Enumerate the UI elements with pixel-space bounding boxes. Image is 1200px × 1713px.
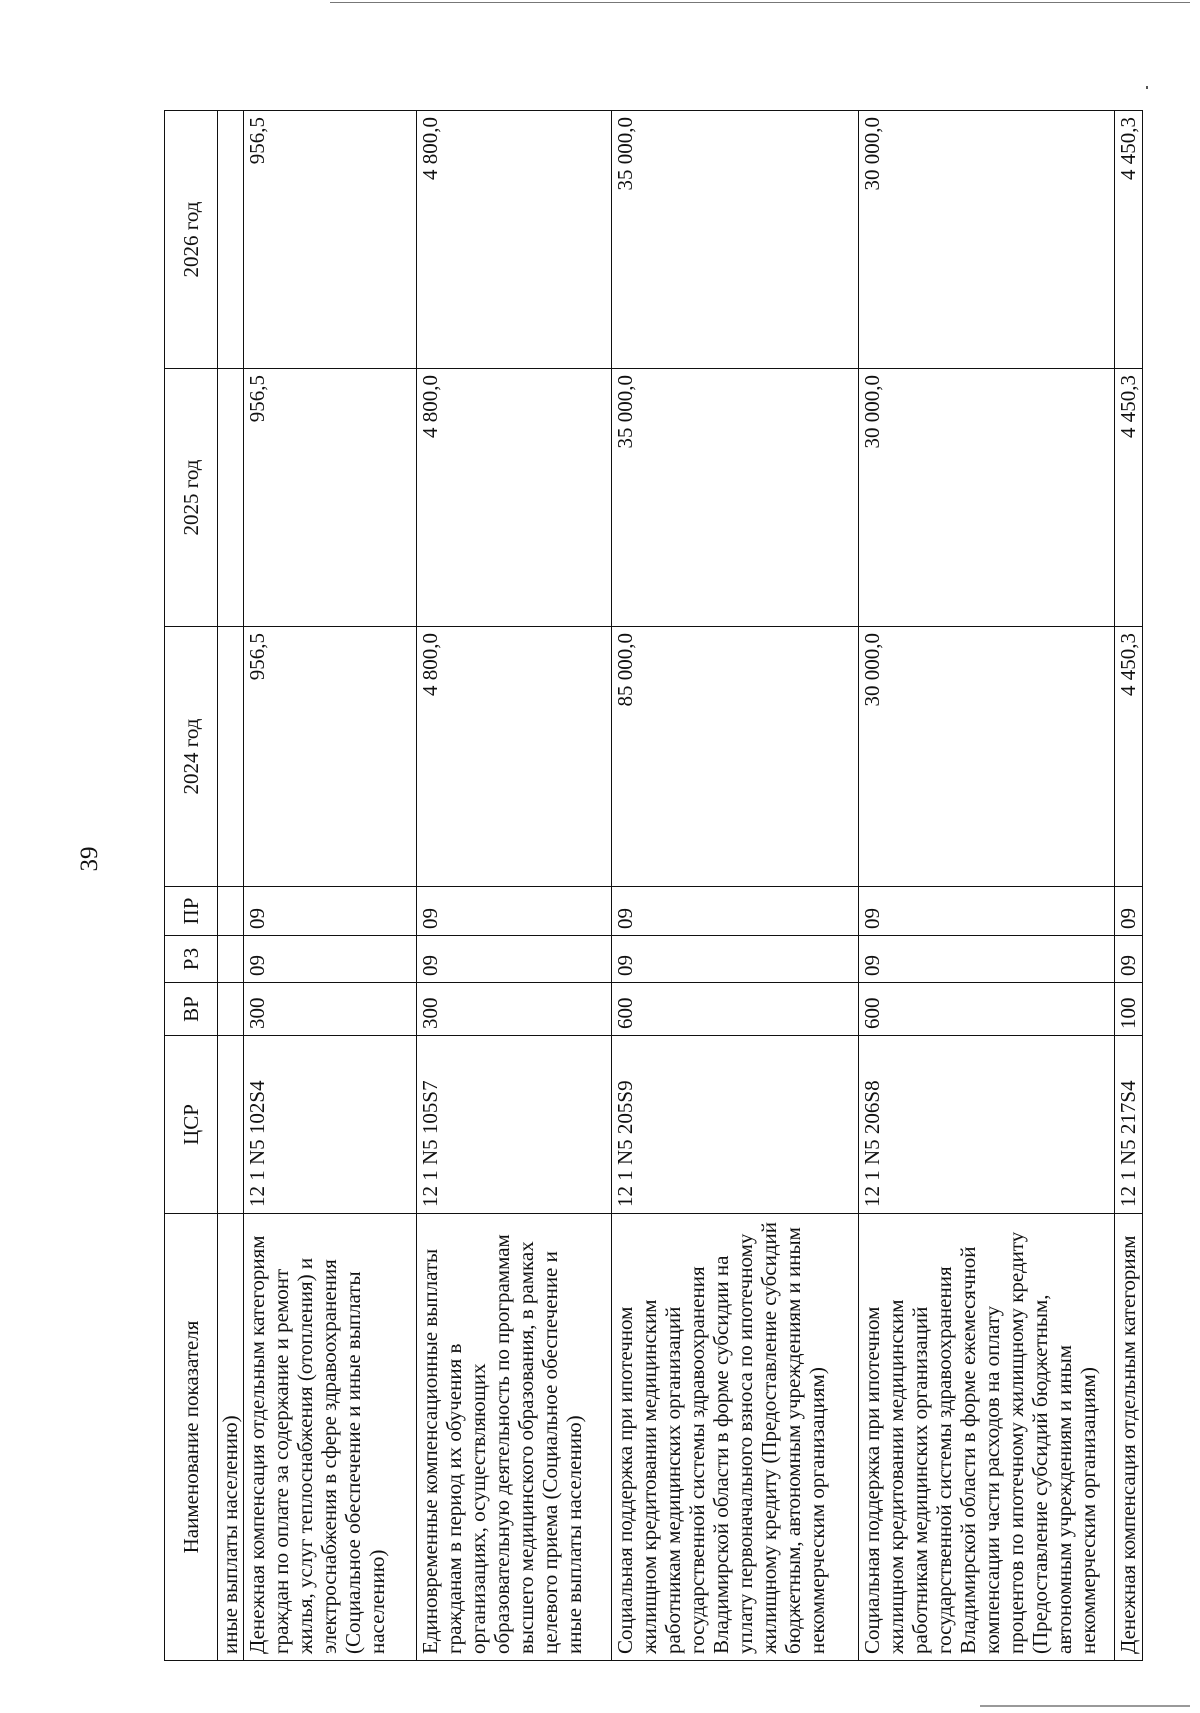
table-row <box>612 111 859 1661</box>
row-vr: 100 <box>1114 983 1142 1036</box>
row-2026: 956,5 <box>244 111 416 369</box>
row-name: Денежная компенсация отдельным категориям граждан по оплате за содержание и ремонт жилья, услуг теплоснабжения (отопления) и электроснабжения в сфере здравоохранения (Социальное обеспечение и иные выплаты населению) <box>244 1214 416 1661</box>
header-2024: 2024 год <box>165 627 218 887</box>
row-2024: 956,5 <box>244 627 416 887</box>
table-row <box>1114 111 1142 1661</box>
row-2025: 956,5 <box>244 369 416 627</box>
budget-table <box>164 110 1143 1661</box>
row-pr: 09 <box>859 887 1114 936</box>
header-rz: РЗ <box>165 936 218 983</box>
row-rz: 09 <box>244 936 416 983</box>
table-row <box>416 111 612 1661</box>
scan-speck <box>1146 86 1148 89</box>
row-pr: 09 <box>1114 887 1142 936</box>
row-rz: 09 <box>416 936 612 983</box>
row-2026: 30 000,0 <box>859 111 1114 369</box>
section-label: иные выплаты населению) <box>218 1214 244 1661</box>
row-pr: 09 <box>416 887 612 936</box>
row-vr: 600 <box>612 983 859 1036</box>
row-csr: 12 1 N5 102S4 <box>244 1036 416 1214</box>
page-number: 39 <box>76 846 103 872</box>
header-csr: ЦСР <box>165 1036 218 1214</box>
row-2026: 4 450,3 <box>1114 111 1142 369</box>
row-vr: 300 <box>416 983 612 1036</box>
row-csr: 12 1 N5 205S9 <box>612 1036 859 1214</box>
header-pr: ПР <box>165 887 218 936</box>
rotated-table-container <box>164 111 1143 1661</box>
row-2025: 4 800,0 <box>416 369 612 627</box>
row-pr: 09 <box>244 887 416 936</box>
row-name: Социальная поддержка при ипотечном жилищном кредитовании медицинским работникам медицинских организаций государственной системы здравоохранения Владимирской области в форме ежемесячной компенсации части расходов на оплату процентов по ипотечному жилищному кредиту (Предоставление субсидий бюджетным, автономным учреждениям и иным некоммерческим организациям) <box>859 1214 1114 1661</box>
scan-edge-top <box>330 2 1190 3</box>
row-2026: 4 800,0 <box>416 111 612 369</box>
row-vr: 600 <box>859 983 1114 1036</box>
section-row <box>218 111 244 1661</box>
row-name: Денежная компенсация отдельным категориям <box>1114 1214 1142 1661</box>
row-rz: 09 <box>859 936 1114 983</box>
table-header-row <box>165 111 218 1661</box>
row-2024: 4 800,0 <box>416 627 612 887</box>
row-2024: 4 450,3 <box>1114 627 1142 887</box>
row-2025: 4 450,3 <box>1114 369 1142 627</box>
row-csr: 12 1 N5 217S4 <box>1114 1036 1142 1214</box>
row-csr: 12 1 N5 206S8 <box>859 1036 1114 1214</box>
table-row <box>859 111 1114 1661</box>
row-name: Единовременные компенсационные выплаты гражданам в период их обучения в организациях, осуществляющих образовательную деятельность по программам высшего медицинского образования, в рамках целевого приема (Социальное обеспечение и иные выплаты населению) <box>416 1214 612 1661</box>
header-name: Наименование показателя <box>165 1214 218 1661</box>
row-csr: 12 1 N5 105S7 <box>416 1036 612 1214</box>
header-2025: 2025 год <box>165 369 218 627</box>
row-2024: 30 000,0 <box>859 627 1114 887</box>
header-2026: 2026 год <box>165 111 218 369</box>
table-row <box>244 111 416 1661</box>
row-2026: 35 000,0 <box>612 111 859 369</box>
row-rz: 09 <box>1114 936 1142 983</box>
row-pr: 09 <box>612 887 859 936</box>
row-vr: 300 <box>244 983 416 1036</box>
row-2025: 30 000,0 <box>859 369 1114 627</box>
row-name: Социальная поддержка при ипотечном жилищном кредитовании медицинским работникам медицинских организаций государственной системы здравоохранения Владимирской области в форме субсидии на уплату первоначального взноса по ипотечному жилищному кредиту (Предоставление субсидий бюджетным, автономным учреждениям и иным некоммерческим организациям) <box>612 1214 859 1661</box>
row-rz: 09 <box>612 936 859 983</box>
scan-edge-bottom <box>980 1705 1190 1707</box>
row-2025: 35 000,0 <box>612 369 859 627</box>
header-vr: ВР <box>165 983 218 1036</box>
row-2024: 85 000,0 <box>612 627 859 887</box>
